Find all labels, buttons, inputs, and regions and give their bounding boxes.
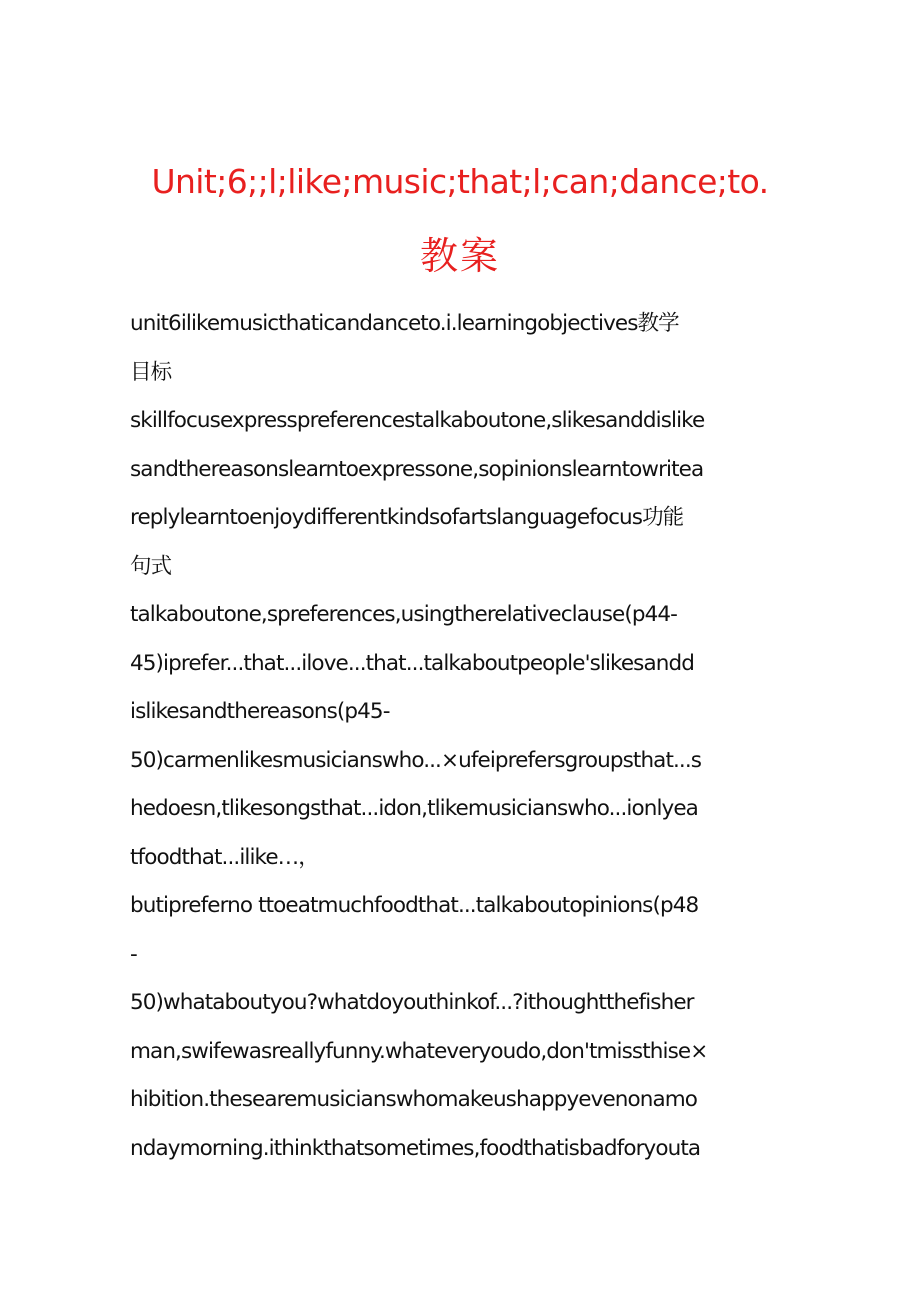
body-line: skillfocusexpresspreferencestalkaboutone,slikesanddislike <box>130 408 705 433</box>
body-line: replylearntoenjoydifferentkindsofartslanguagefocus功能 <box>130 505 684 530</box>
body-line: hibition.thesearemusicianswhomakeushappyevenonamo <box>130 1087 698 1112</box>
body-line: 50)whataboutyou?whatdoyouthinkof...?ithoughtthefisher <box>130 990 694 1015</box>
body-line: tfoodthat...ilike…， <box>130 844 319 870</box>
body-line: 45)iprefer...that...ilove...that...talkaboutpeople'slikesandd <box>130 650 694 676</box>
body-line: islikesandthereasons(p45- <box>130 699 390 724</box>
document-body <box>130 300 790 1173</box>
body-line: 句式 <box>130 553 172 579</box>
body-line: 50)carmenlikesmusicianswho...×ufeiprefersgroupsthat...s <box>130 747 702 773</box>
body-line: talkaboutone,spreferences,usingtherelativeclause(p44- <box>130 602 678 627</box>
body-line: butipreferno ttoeatmuchfoodthat...talkaboutopinions(p48 <box>130 893 699 918</box>
body-line: sandthereasonslearntoexpressone,sopinionslearntowritea <box>130 456 704 482</box>
body-line: unit6ilikemusicthaticandanceto.i.learningobjectives教学 <box>130 311 679 336</box>
document-title: Unit;6;;l;like;music;that;l;can;dance;to. <box>151 162 769 201</box>
body-line: hedoesn,tlikesongsthat...idon,tlikemusicianswho...ionlyea <box>130 796 698 821</box>
body-line: ndaymorning.ithinkthatsometimes,foodthatisbadforyouta <box>130 1135 701 1161</box>
document-title-suffix: 教案 <box>419 234 500 278</box>
body-line: 目标 <box>130 359 172 385</box>
body-line: - <box>130 941 137 967</box>
body-line: man,swifewasreallyfunny.whateveryoudo,don'tmissthise× <box>130 1038 708 1064</box>
